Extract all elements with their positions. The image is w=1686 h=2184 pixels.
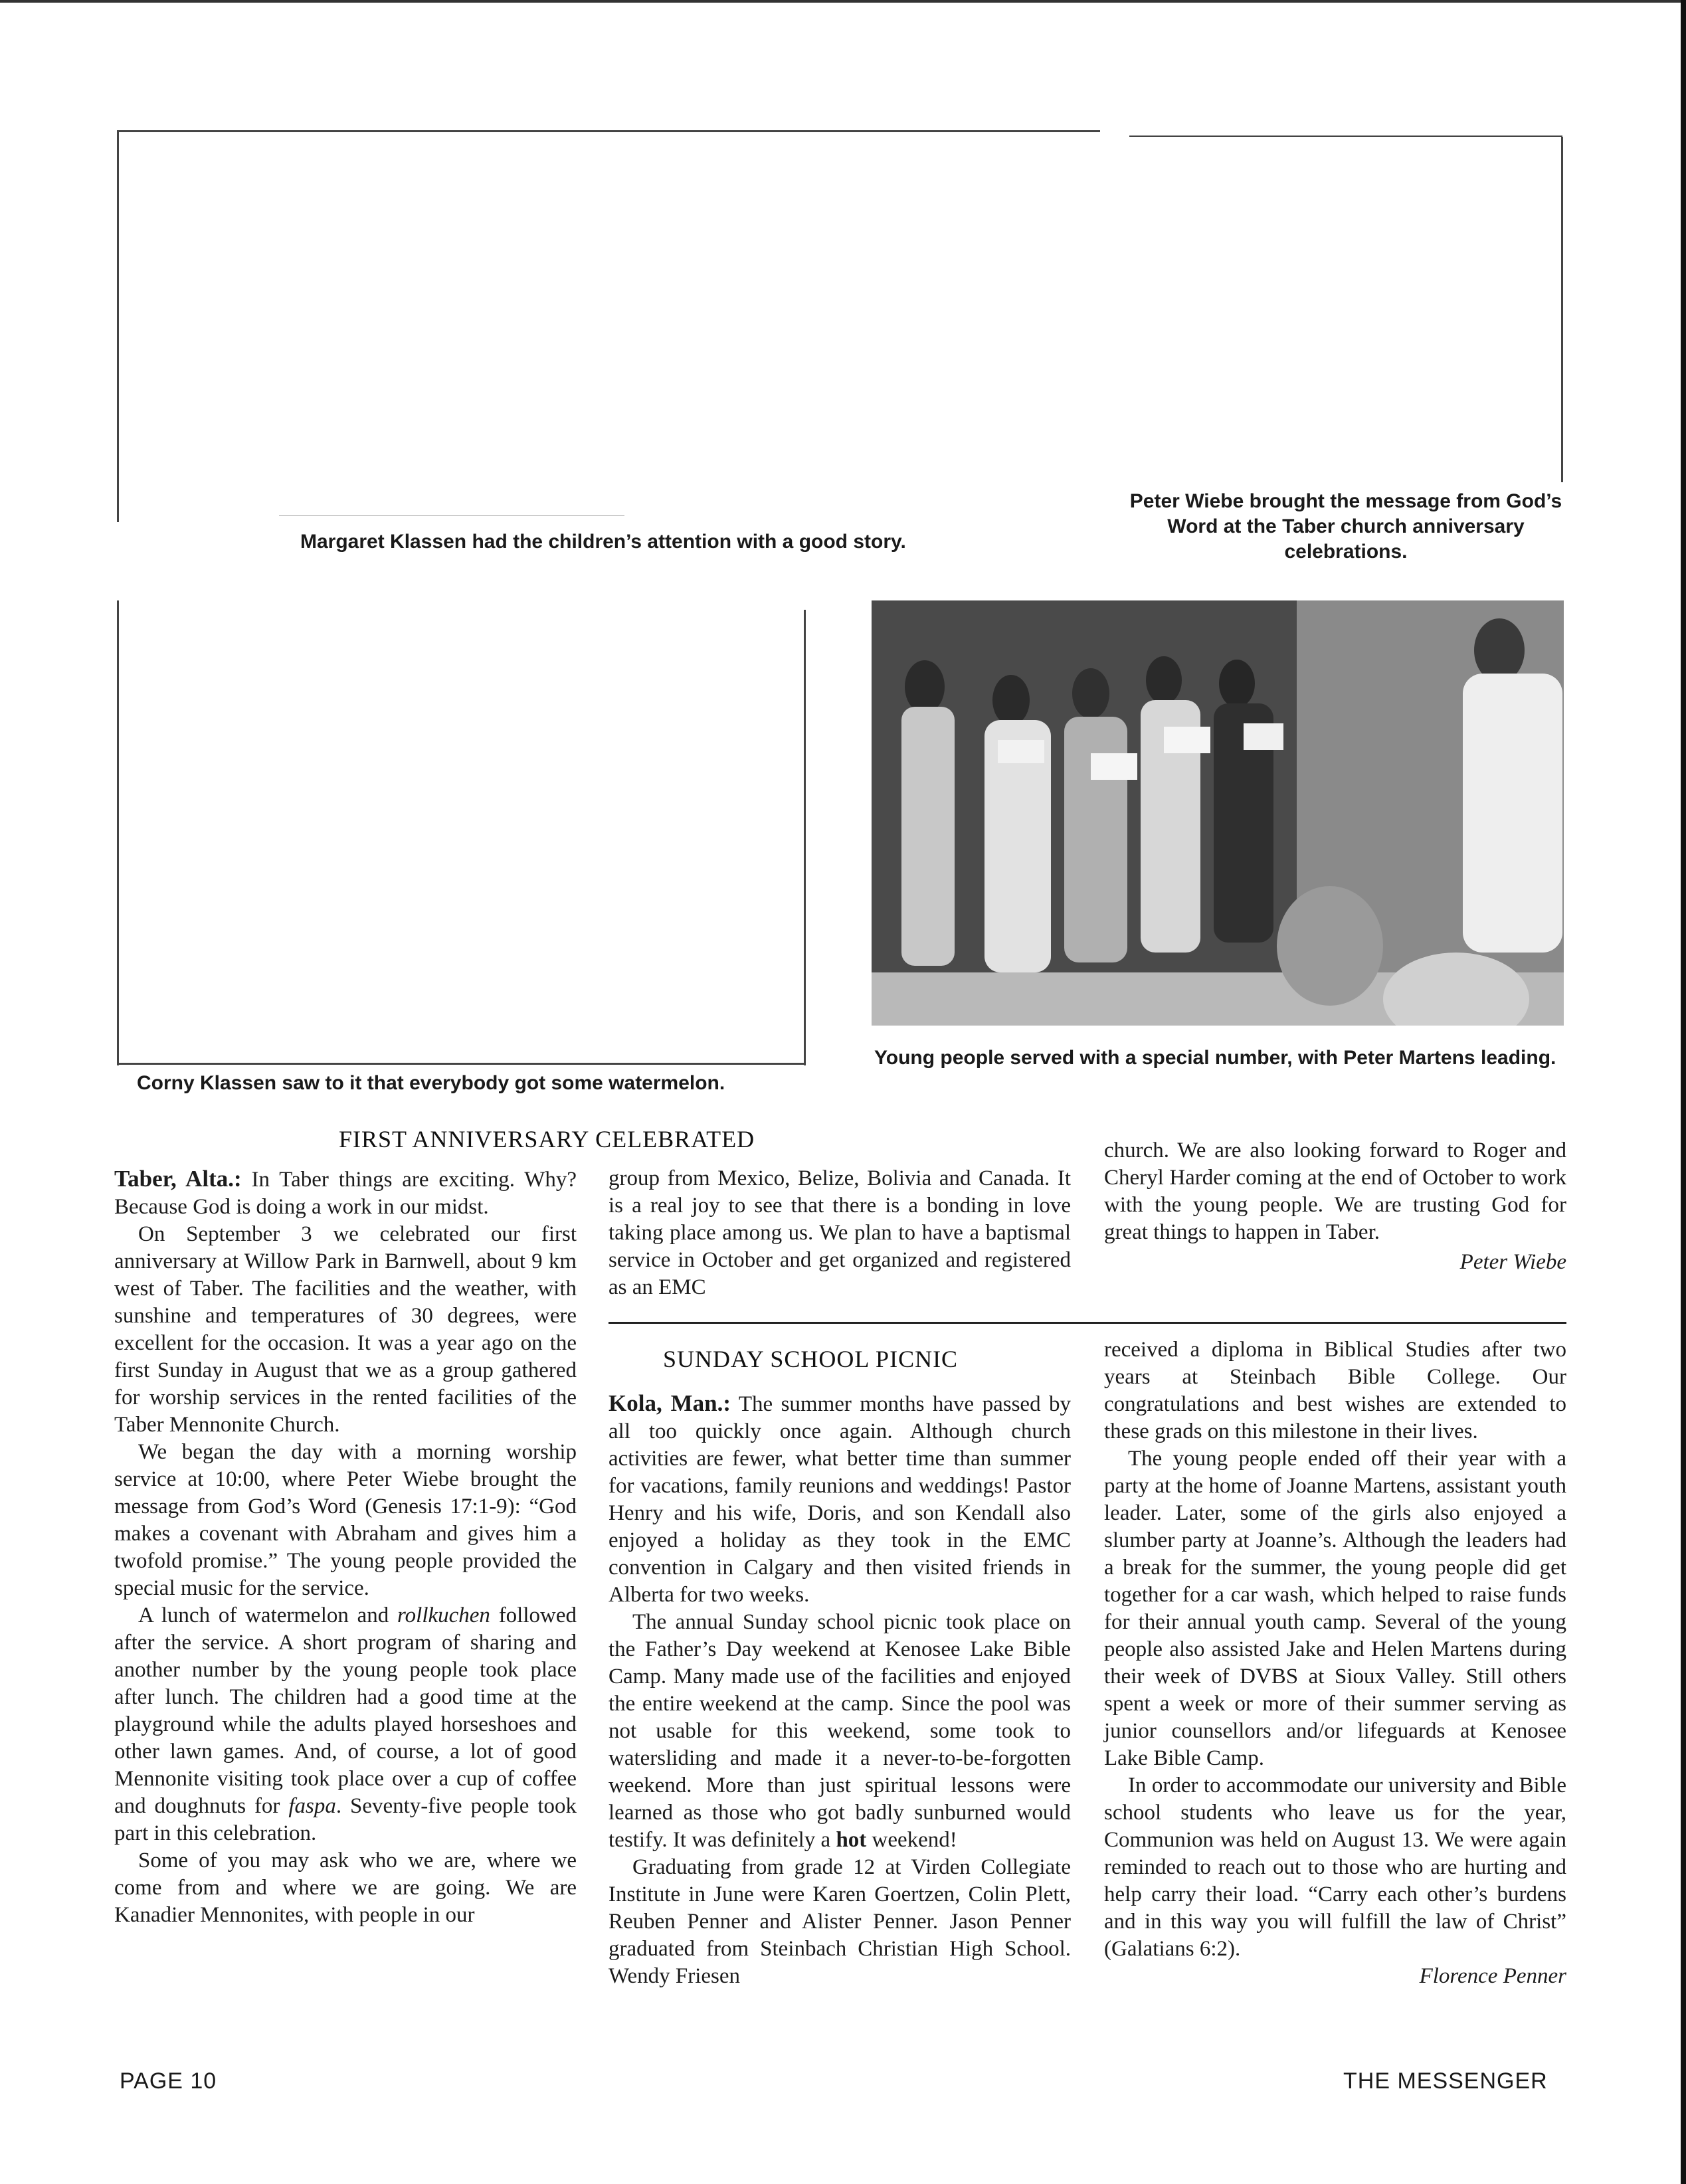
article1-p1: Taber, Alta.: In Taber things are exciting. Why? Because God is doing a work in our midst. (114, 1166, 577, 1219)
article1-p5: Some of you may ask who we are, where we come from and where we are going. We are Kanadier Mennonites, with people in our (114, 1849, 577, 1927)
article1-p2: On September 3 we celebrated our first anniversary at Willow Park in Barnwell, about 9 km west of Taber. The facilities and the weather, with sunshine and temperatures of 30 degrees, were excellent for the occasion. It was a year ago on the first Sunday in August that we as a group gathered for worship services in the rented facilities of the Taber Mennonite Church. (114, 1222, 577, 1437)
article1-column-1 (114, 1165, 577, 1929)
article1-p3: We began the day with a morning worship service at 10:00, where Peter Wiebe brought the message from God’s Word (Genesis 17:1-9): “God makes a covenant with Abraham and gives him a twofold promise.” The young people provided the special music for the service. (114, 1440, 577, 1600)
caption-margaret: Margaret Klassen had the children’s attention with a good story. (300, 531, 906, 553)
choir-photo (872, 600, 1564, 1026)
dateline-taber: Taber, Alta.: (114, 1166, 242, 1192)
article2-column-3 (1104, 1336, 1566, 1990)
article2-p5: In order to accommodate our university and Bible school students who leave us for the year, Communion was held on August 13. We were again reminded to reach out to those who are hurting and help carry their load. “Carry each other’s burdens and in this way you will fulfill the law of Christ” (Galatians 6:2). (1104, 1774, 1566, 1961)
dateline-kola: Kola, Man.: (609, 1390, 731, 1416)
article1-p5b: group from Mexico, Belize, Bolivia and Canada. It is a real joy to see that there is a bonding in love taking place among us. We plan to have a baptismal service in October and get organized and registered as an EMC (609, 1166, 1071, 1299)
article2-p4: The young people ended off their year with a party at the home of Joanne Martens, assistant youth leader. Later, some of the girls also enjoyed a slumber party at Joanne’s. Although the leaders had a break for the summer, the young people did get together for a car wash, which helped to raise funds for their annual youth camp. Several of the young people also assisted Jake and Helen Martens during their week of DVBS at Sioux Valley. Still others spent a week or more of their summer serving as junior counsellors and/or lifeguards at Kenosee Lake Bible Camp. (1104, 1447, 1566, 1770)
article1-p5c: church. We are also looking forward to Roger and Cheryl Harder coming at the end of October to work with the young people. We are trusting God for great things to happen in Taber. (1104, 1138, 1566, 1244)
article2-column-2 (609, 1390, 1071, 1990)
scan-edge-top (0, 0, 1686, 3)
top-photo-frame-top (117, 130, 1100, 132)
article-divider (609, 1322, 1566, 1324)
article1-signature: Peter Wiebe (1459, 1250, 1566, 1274)
scan-edge-right (1681, 0, 1686, 2184)
caption-peter: Peter Wiebe brought the message from God’s Word at the Taber church anniversary celebrations. (1129, 490, 1562, 563)
article1-column-3 (1104, 1137, 1566, 1276)
article2-p1: Kola, Man.: The summer months have passed by all too quickly once again. Although church activities are fewer, what better time than summer for vacations, family reunions and weddings! Pastor Henry and his wife, Doris, and son Kendall also enjoyed a holiday as they took in the EMC convention in Calgary and then visited friends in Alberta for two weeks. (609, 1390, 1071, 1607)
top-photo-frame-bottom (279, 515, 624, 516)
left-photo-frame-left (117, 600, 119, 1065)
article2-p3: Graduating from grade 12 at Virden Collegiate Institute in June were Karen Goertzen, Colin Plett, Reuben Penner and Alister Penner. Jason Penner graduated from Steinbach Christian High School. Wendy Friesen (609, 1855, 1071, 1988)
top-photo-frame-left (117, 130, 119, 522)
footer-page-number: PAGE 10 (120, 2068, 217, 2094)
article2-signature: Florence Penner (1419, 1964, 1566, 1988)
top-photo-frame-right (1561, 137, 1563, 482)
footer-publication: THE MESSENGER (1343, 2068, 1548, 2094)
caption-young: Young people served with a special number, with Peter Martens leading. (874, 1047, 1556, 1069)
headline-sunday-school-picnic: SUNDAY SCHOOL PICNIC (663, 1346, 959, 1372)
article1-p4: A lunch of watermelon and rollkuchen followed after the service. A short program of sharing and another number by the young people took place after lunch. The children had a good time at the playground while the adults played horseshoes and other lawn games. And, of course, a lot of good Mennonite visiting took place over a cup of coffee and doughnuts for faspa. Seventy-five people took part in this celebration. (114, 1603, 577, 1845)
caption-corny: Corny Klassen saw to it that everybody got some watermelon. (137, 1072, 725, 1094)
article1-column-2 (609, 1165, 1071, 1301)
top-photo-frame-top-right (1129, 136, 1562, 137)
article2-p3b: received a diploma in Biblical Studies after two years at Steinbach Bible College. Our congratulations and best wishes are extended to these grads on this milestone in their lives. (1104, 1338, 1566, 1443)
left-photo-frame-right (804, 610, 806, 1065)
article2-p2: The annual Sunday school picnic took place on the Father’s Day weekend at Kenosee Lake Bible Camp. Many made use of the facilities and enjoyed the entire weekend at the camp. Since the pool was not usable for this weekend, some took to watersliding and made it a never-to-be-forgotten weekend. More than just spiritual lessons were learned as those who got badly sunburned would testify. It was definitely a hot weekend! (609, 1610, 1071, 1852)
headline-first-anniversary: FIRST ANNIVERSARY CELEBRATED (339, 1126, 755, 1152)
left-photo-frame-bottom (117, 1063, 806, 1065)
